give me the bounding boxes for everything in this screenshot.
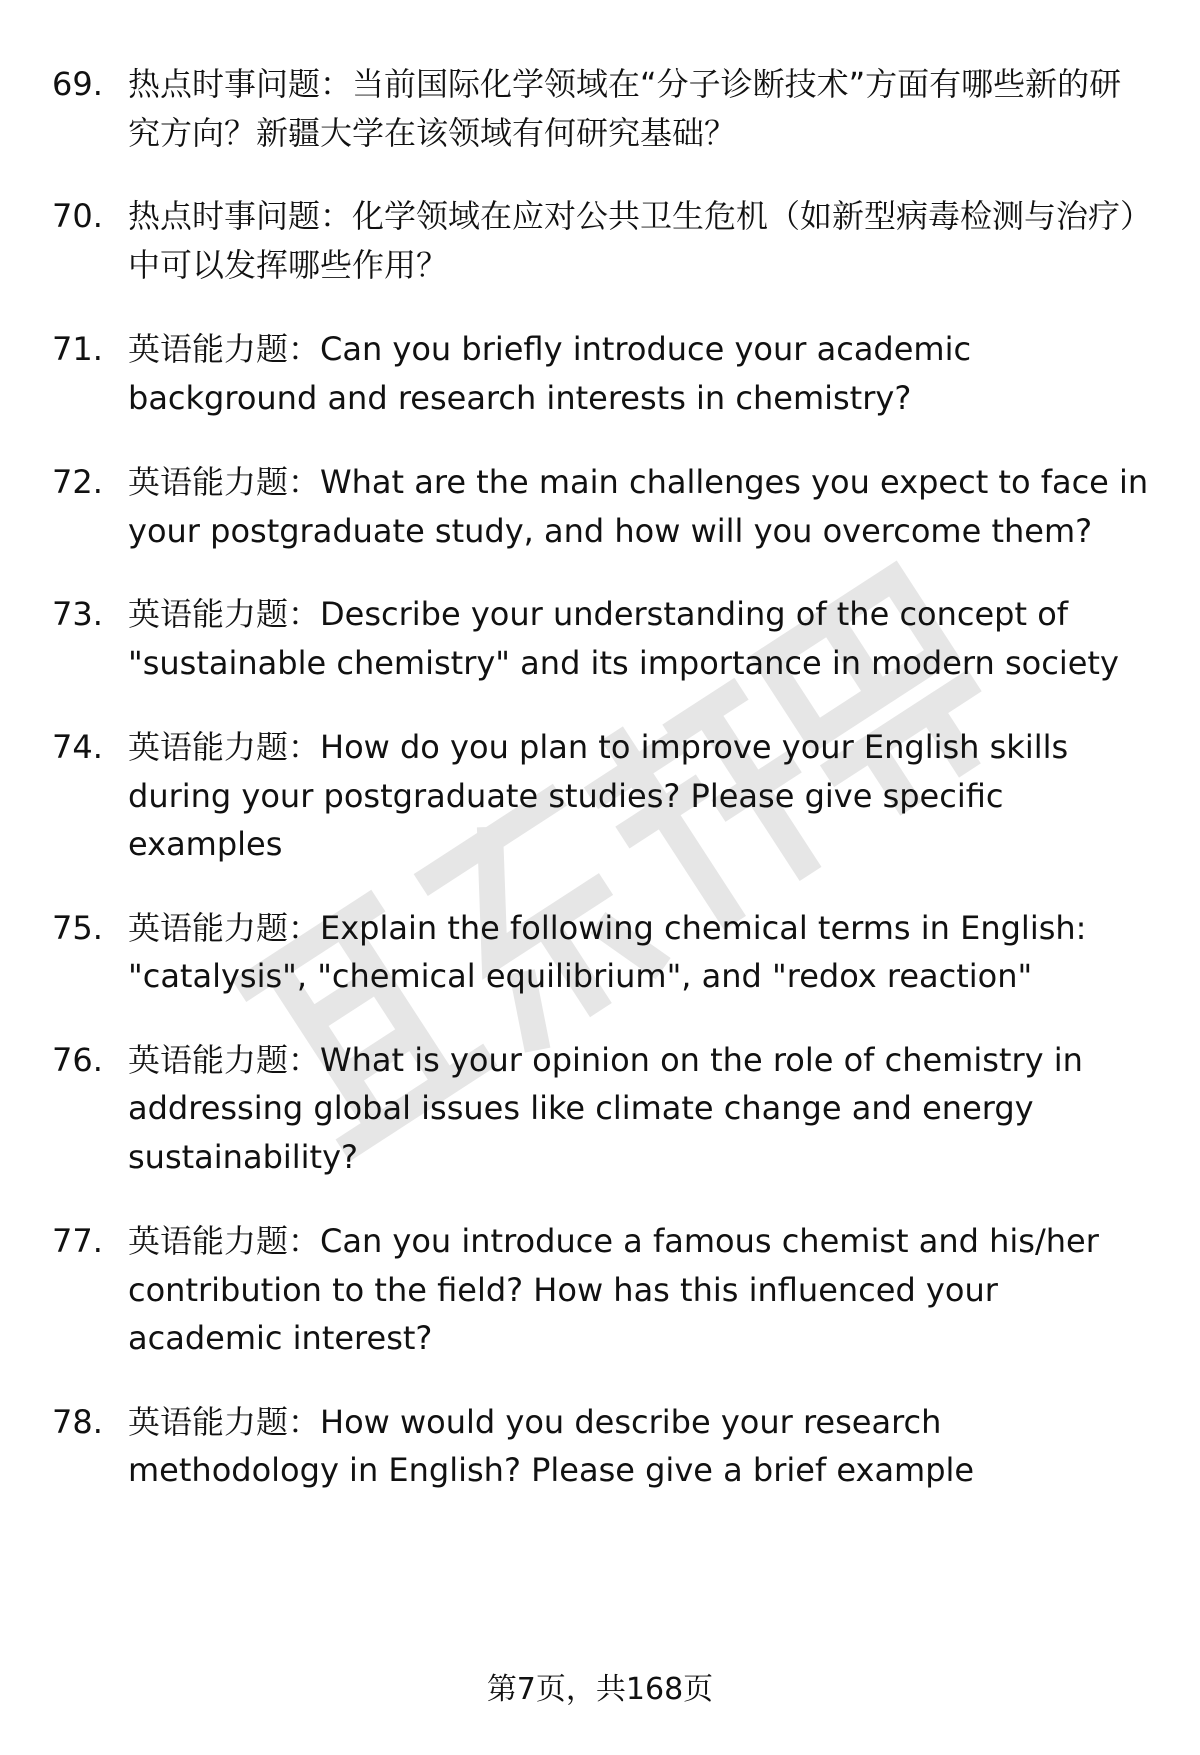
question-number: 73. — [52, 595, 103, 633]
list-item — [52, 1217, 1162, 1363]
question-text: 英语能力题：Can you briefly introduce your academic background and research interests in chemistry? — [128, 330, 972, 417]
question-text: 英语能力题：Describe your understanding of the concept of "sustainable chemistry" and its importance in modern society — [128, 595, 1119, 682]
question-list — [0, 60, 1200, 1495]
question-number: 72. — [52, 463, 103, 501]
page-number-footer: 第7页，共168页 — [486, 1672, 714, 1707]
list-item — [52, 723, 1162, 869]
list-item — [52, 590, 1162, 687]
question-text: 英语能力题：How do you plan to improve your English skills during your postgraduate studies? Please give specific examples — [128, 728, 1069, 863]
question-text: 英语能力题：How would you describe your research methodology in English? Please give a brief example — [128, 1402, 975, 1489]
question-number: 77. — [52, 1222, 103, 1260]
list-item — [52, 1398, 1162, 1495]
question-number: 71. — [52, 330, 103, 368]
list-item — [52, 60, 1162, 157]
question-number: 78. — [52, 1402, 103, 1441]
list-item — [52, 458, 1162, 555]
question-number: 75. — [52, 908, 103, 947]
question-text: 英语能力题：Explain the following chemical terms in English: "catalysis", "chemical equilibrium", and "redox reaction" — [128, 908, 1087, 995]
question-number: 76. — [52, 1040, 103, 1079]
question-text: 热点时事问题：当前国际化学领域在“分子诊断技术”方面有哪些新的研究方向？新疆大学在该领域有何研究基础？ — [128, 65, 1122, 152]
question-text: 英语能力题：What are the main challenges you expect to face in your postgraduate study, and how will you overcome them? — [128, 463, 1149, 550]
list-item — [52, 325, 1162, 422]
list-item — [52, 192, 1162, 289]
list-item — [52, 904, 1162, 1001]
question-text: 英语能力题：Can you introduce a famous chemist and his/her contribution to the field? How has this influenced your academic interest? — [128, 1222, 1099, 1357]
question-number: 69. — [52, 65, 103, 103]
question-number: 70. — [52, 197, 103, 235]
question-text: 英语能力题：What is your opinion on the role of chemistry in addressing global issues like climate change and energy sustainability? — [128, 1040, 1083, 1176]
question-number: 74. — [52, 728, 103, 766]
question-text: 热点时事问题：化学领域在应对公共卫生危机（如新型病毒检测与治疗）中可以发挥哪些作用？ — [128, 197, 1153, 284]
list-item — [52, 1036, 1162, 1182]
